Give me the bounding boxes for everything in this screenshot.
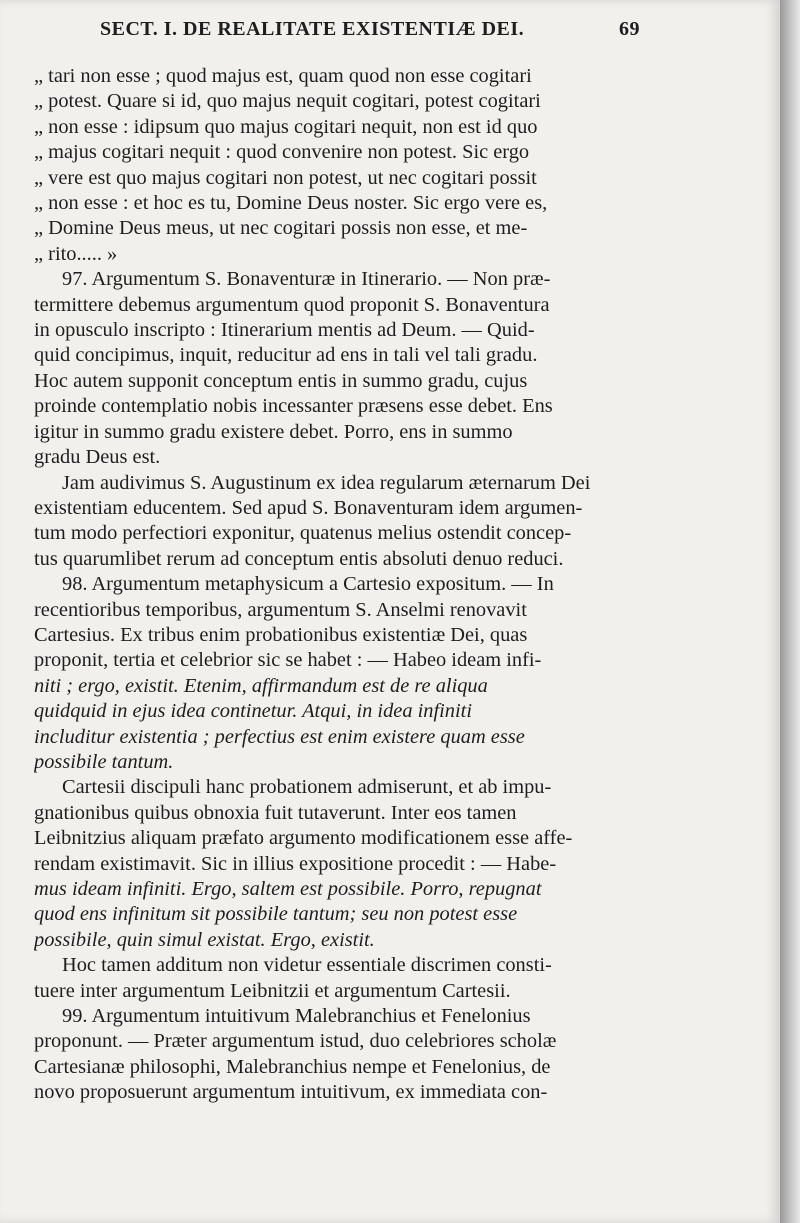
- text-line: „ potest. Quare si id, quo majus nequit cogitari, potest cogitari: [34, 90, 541, 113]
- text-line: niti ; ergo, existit. Etenim, affirmandum est de re aliqua: [34, 674, 488, 697]
- text-line: existentiam educentem. Sed apud S. Bonaventuram idem argumen-: [34, 496, 583, 519]
- text-line: rendam existimavit. Sic in illius expositione procedit : — Habe-: [34, 852, 557, 875]
- text-line: Cartesius. Ex tribus enim probationibus existentiæ Dei, quas: [34, 623, 528, 646]
- text-line: quod ens infinitum sit possibile tantum; seu non potest esse: [34, 903, 518, 926]
- text-line: „ vere est quo majus cogitari non potest, ut nec cogitari possit: [34, 166, 537, 189]
- text-line: in opusculo inscripto : Itinerarium mentis ad Deum. — Quid-: [34, 319, 535, 342]
- text-line: tus quarumlibet rerum ad conceptum entis absoluti denuo reduci.: [34, 547, 564, 570]
- text-line: „ rito..... »: [34, 242, 118, 265]
- text-line: proponit, tertia et celebrior sic se habet : — Habeo ideam infi-: [34, 649, 542, 672]
- running-header: [100, 18, 640, 41]
- text-line: „ non esse : et hoc es tu, Domine Deus noster. Sic ergo vere es,: [34, 192, 548, 215]
- page-number: 69: [619, 18, 640, 40]
- paragraph-start: Jam audivimus S. Augustinum ex idea regularum æternarum Dei: [62, 471, 591, 494]
- text-line: gradu Deus est.: [34, 446, 161, 469]
- text-line: gnationibus quibus obnoxia fuit tutaverunt. Inter eos tamen: [34, 801, 517, 824]
- section-heading-98: 98. Argumentum metaphysicum a Cartesio expositum. — In: [62, 573, 554, 596]
- text-line: tuere inter argumentum Leibnitzii et argumentum Cartesii.: [34, 979, 511, 1002]
- text-line: possibile tantum.: [34, 750, 174, 773]
- section-heading-97: 97. Argumentum S. Bonaventuræ in Itinerario. — Non præ-: [62, 268, 551, 291]
- section-heading-99: 99. Argumentum intuitivum Malebranchius et Fenelonius: [62, 1005, 531, 1028]
- paragraph-start: Cartesii discipuli hanc probationem admiserunt, et ab impu-: [62, 776, 552, 799]
- text-line: Hoc autem supponit conceptum entis in summo gradu, cujus: [34, 369, 528, 392]
- text-line: „ tari non esse ; quod majus est, quam quod non esse cogitari: [34, 65, 532, 87]
- text-line: Leibnitzius aliquam præfato argumento modificationem esse affe-: [34, 827, 573, 850]
- text-line: recentioribus temporibus, argumentum S. Anselmi renovavit: [34, 598, 527, 621]
- text-line: mus ideam infiniti. Ergo, saltem est possibile. Porro, repugnat: [34, 878, 542, 900]
- text-line: Cartesianæ philosophi, Malebranchius nempe et Fenelonius, de: [34, 1055, 551, 1078]
- paragraph-start: Hoc tamen additum non videtur essentiale discrimen consti-: [62, 954, 552, 977]
- text-line: „ non esse : idipsum quo majus cogitari nequit, non est id quo: [34, 115, 538, 138]
- text-line: proponunt. — Præter argumentum istud, duo celebriores scholæ: [34, 1030, 557, 1053]
- text-body: [34, 64, 650, 1106]
- text-line: termittere debemus argumentum quod proponit S. Bonaventura: [34, 293, 550, 316]
- text-line: quidquid in ejus idea continetur. Atqui, in idea infiniti: [34, 700, 472, 723]
- text-line: „ majus cogitari nequit : quod convenire non potest. Sic ergo: [34, 141, 530, 164]
- text-line: tum modo perfectiori exponitur, quatenus melius ostendit concep-: [34, 522, 572, 545]
- text-line: novo proposuerunt argumentum intuitivum, ex immediata con-: [34, 1081, 548, 1104]
- text-line: proinde contemplatio nobis incessanter præsens esse debet. Ens: [34, 395, 553, 418]
- text-line: „ Domine Deus meus, ut nec cogitari possis non esse, et me-: [34, 217, 528, 240]
- text-line: igitur in summo gradu existere debet. Porro, ens in summo: [34, 420, 513, 443]
- text-line: quid concipimus, inquit, reducitur ad ens in tali vel tali gradu.: [34, 344, 538, 367]
- section-title: SECT. I. DE REALITATE EXISTENTIÆ DEI.: [100, 18, 525, 40]
- text-line: possibile, quin simul existat. Ergo, existit.: [34, 928, 375, 951]
- text-line: includitur existentia ; perfectius est enim existere quam esse: [34, 725, 525, 748]
